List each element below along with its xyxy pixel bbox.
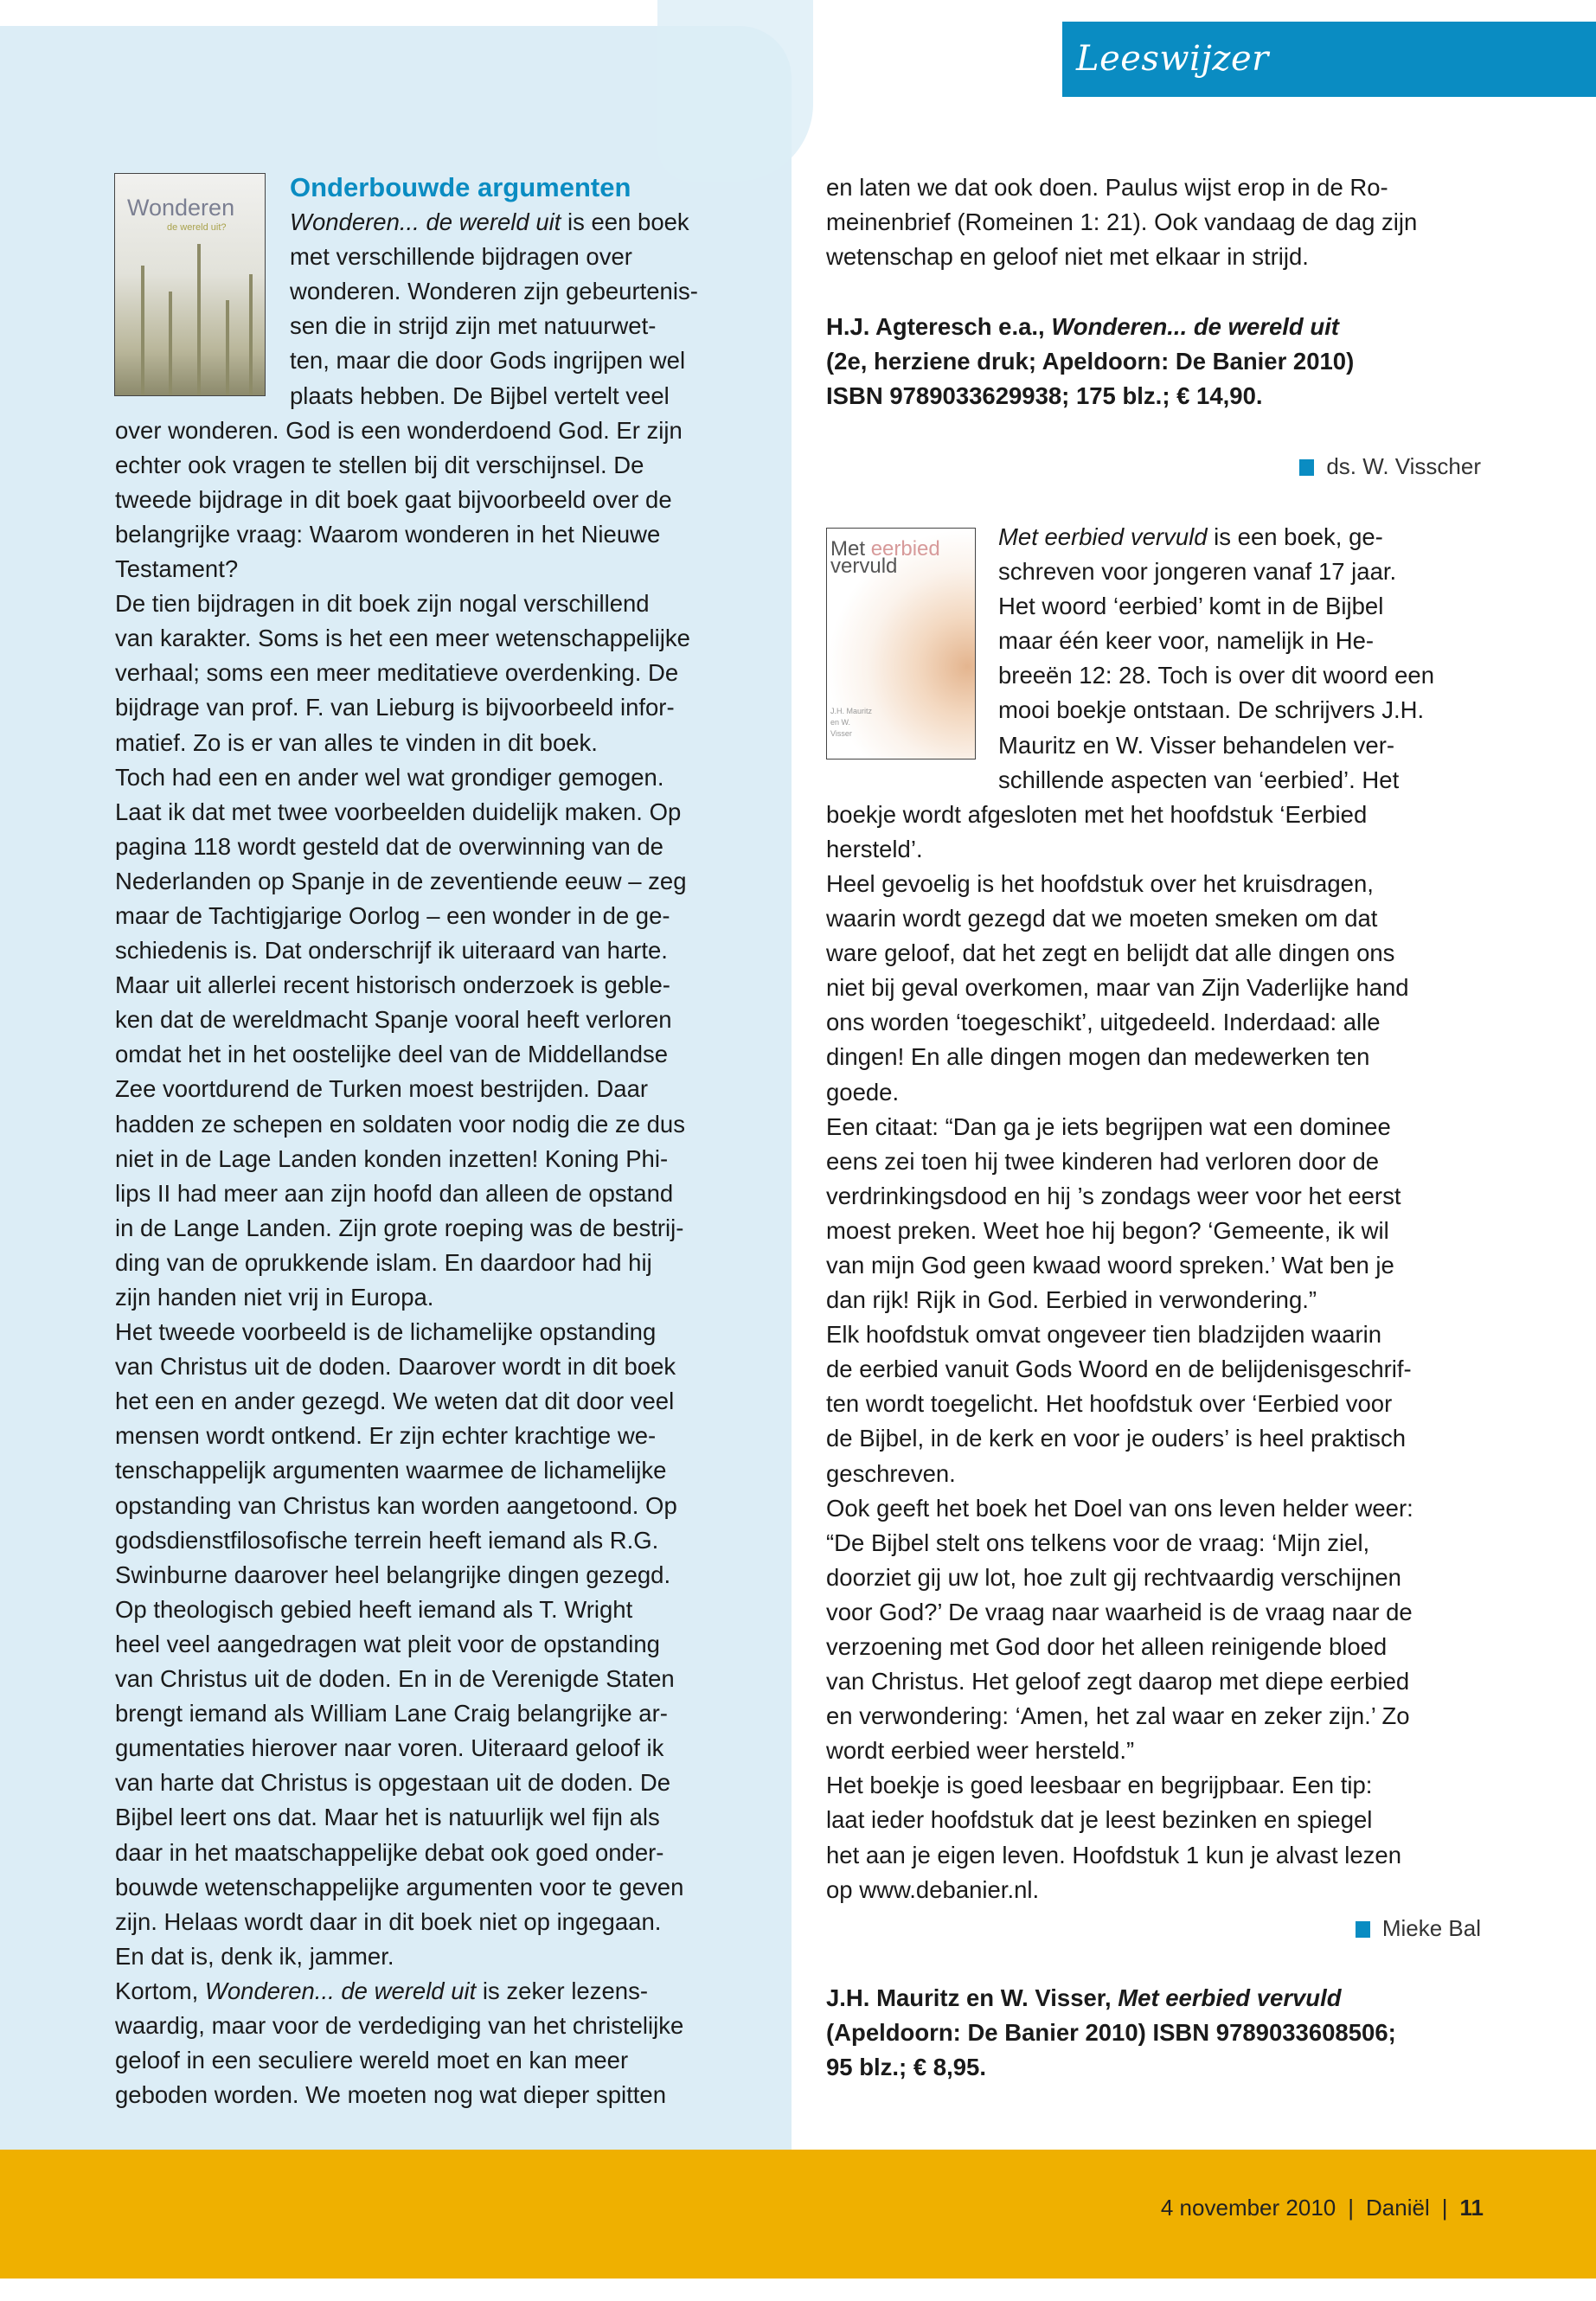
review1-intro — [115, 205, 698, 413]
text-line — [826, 1981, 1396, 2016]
text-line: Bijbel leert ons dat. Maar het is natuurlijk wel fijn als — [115, 1804, 660, 1831]
text-line: eens zei toen hij twee kinderen had verloren door de — [826, 1147, 1380, 1175]
text-line: De tien bijdragen in dit boek zijn nogal verschillend — [115, 590, 650, 618]
text-line: laat ieder hoofdstuk dat je leest bezinken en spiegel — [826, 1806, 1373, 1834]
separator: | — [1348, 2195, 1355, 2221]
text-line — [998, 520, 1434, 554]
text-span: Kortom, — [115, 1977, 205, 2004]
text-line: brengt iemand als William Lane Craig belangrijke ar- — [115, 1700, 668, 1727]
text-line: Zee voortdurend de Turken moest bestrijden. Daar — [115, 1075, 649, 1103]
text-line: hersteld’. — [826, 835, 923, 862]
section-banner — [1062, 22, 1596, 97]
text-line: plaats hebben. De Bijbel vertelt veel — [290, 381, 670, 409]
text-line: verhaal; soms een meer meditatieve overdenking. De — [115, 659, 679, 687]
text-line: ware geloof, dat het zegt en belijdt dat alle dingen ons — [826, 939, 1395, 967]
review1-author — [1299, 453, 1481, 480]
text-line: waarin wordt gezegd dat we moeten smeken om dat — [826, 905, 1378, 933]
text-line: Swinburne daarover heel belangrijke dingen gezegd. — [115, 1561, 671, 1588]
text-line: Maar uit allerlei recent historisch onderzoek is geble- — [115, 971, 670, 999]
text-span: is zeker lezens- — [476, 1977, 648, 2004]
book-title: Wonderen... de wereld uit — [1051, 313, 1339, 340]
text-line: verzoening met God door het alleen reinigende bloed — [826, 1633, 1388, 1660]
text-line: van harte dat Christus is opgestaan uit de doden. De — [115, 1769, 671, 1797]
text-line: echter ook vragen te stellen bij dit verschijnsel. De — [115, 451, 644, 478]
text-line: en laten we dat ook doen. Paulus wijst erop in de Ro- — [826, 174, 1388, 201]
page-footer — [0, 2150, 1596, 2279]
issue-date: 4 november 2010 — [1160, 2195, 1336, 2221]
footer-text — [1161, 2195, 1484, 2221]
text-line: maar de Tachtigjarige Oorlog – een wonder in de ge- — [115, 901, 670, 929]
text-line: Het woord ‘eerbied’ komt in de Bijbel — [998, 593, 1384, 620]
book-title: Met eerbied vervuld — [1118, 1984, 1342, 2011]
cover-title-part: eerbied — [870, 537, 940, 561]
text-line: tenschappelijk argumenten waarmee de lichamelijke — [115, 1457, 667, 1484]
text-line: Op theologisch gebied heeft iemand als T. Wright — [115, 1595, 633, 1623]
text-line: En dat is, denk ik, jammer. — [115, 1942, 394, 1970]
text-line: (Apeldoorn: De Banier 2010) ISBN 9789033608506; — [826, 2019, 1396, 2047]
text-line: Mauritz en W. Visser behandelen ver- — [998, 731, 1395, 759]
text-line: voor God?’ De vraag naar waarheid is de vraag naar de — [826, 1598, 1413, 1625]
text-line: van Christus uit de doden. Daarover wordt in dit boek — [115, 1353, 676, 1381]
text-line: van karakter. Soms is het een meer wetenschappelijke — [115, 625, 690, 652]
text-line: wonderen. Wonderen zijn gebeurtenis- — [290, 278, 698, 305]
text-line: schiedenis is. Dat onderschrijf ik uiteraard van harte. — [115, 937, 668, 965]
text-line: Toch had een en ander wel wat grondiger gemogen. — [115, 763, 664, 791]
cover-subtitle: de wereld uit? — [167, 222, 227, 233]
review1-heading: Onderbouwde argumenten — [290, 172, 631, 202]
text-line: “De Bijbel stelt ons telkens voor de vraag: ‘Mijn ziel, — [826, 1529, 1370, 1556]
book-title: Wonderen... de wereld uit — [290, 208, 561, 236]
text-line: ISBN 9789033629938; 175 blz.; € 14,90. — [826, 382, 1263, 410]
review1-body — [115, 413, 698, 2113]
separator: | — [1441, 2195, 1448, 2221]
text-line: (2e, herziene druk; Apeldoorn: De Banier 2010) — [826, 348, 1355, 375]
author-name: ds. W. Visscher — [1326, 453, 1481, 479]
text-line: Ook geeft het boek het Doel van ons leven helder weer: — [826, 1494, 1413, 1522]
text-line: doorziet gij uw lot, hoe zult gij rechtvaardig verschijnen — [826, 1563, 1401, 1591]
text-span: J.H. Mauritz en W. Visser, — [826, 1984, 1118, 2011]
text-span: is een boek — [561, 208, 689, 236]
text-line: opstanding van Christus kan worden aangetoond. Op — [115, 1491, 677, 1519]
cover-authors: J.H. Mauritz en W. Visser — [830, 707, 873, 738]
text-line: zijn handen niet vrij in Europa. — [115, 1284, 434, 1311]
text-line: de eerbied vanuit Gods Woord en de belijdenisgeschrif- — [826, 1356, 1412, 1383]
review1-bibliography — [826, 310, 1354, 413]
book-title: Wonderen... de wereld uit — [204, 1977, 477, 2004]
text-line: ding van de oprukkende islam. En daardoor had hij — [115, 1248, 652, 1276]
author-name: Mieke Bal — [1381, 1915, 1481, 1941]
section-title: Leeswijzer — [1076, 39, 1269, 79]
text-line: goede. — [826, 1078, 900, 1106]
book-title: Met eerbied vervuld — [998, 523, 1208, 550]
text-line: van Christus uit de doden. En in de Verenigde Staten — [115, 1665, 675, 1693]
review2-author — [1356, 1915, 1481, 1942]
text-line: niet bij geval overkomen, maar van Zijn Vaderlijke hand — [826, 974, 1409, 1002]
review2-body — [826, 798, 1434, 1907]
review1-continued — [826, 170, 1417, 274]
cover-title-part: vervuld — [830, 554, 898, 578]
text-line: tweede bijdrage in dit boek gaat bijvoorbeeld over de — [115, 485, 672, 513]
review2-bibliography — [826, 1981, 1396, 2085]
text-line — [115, 1974, 698, 2009]
magazine-name: Daniël — [1366, 2195, 1430, 2221]
text-line: mooi boekje ontstaan. De schrijvers J.H. — [998, 696, 1425, 724]
text-line: Elk hoofdstuk omvat ongeveer tien bladzijden waarin — [826, 1321, 1382, 1349]
text-line: het aan je eigen leven. Hoofdstuk 1 kun je alvast lezen — [826, 1841, 1402, 1868]
text-line: Nederlanden op Spanje in de zeventiende eeuw – zeg — [115, 867, 687, 894]
text-line: dingen! En alle dingen mogen dan medewerken ten — [826, 1043, 1370, 1071]
text-line: wordt eerbied weer hersteld.” — [826, 1737, 1135, 1765]
text-line: de Bijbel, in de kerk en voor je ouders’ is heel praktisch — [826, 1425, 1407, 1452]
text-line: van mijn God geen kwaad woord spreken.’ Wat ben je — [826, 1251, 1394, 1279]
cover-title: Wonderen — [127, 195, 235, 221]
text-line: niet in de Lage Landen konden inzetten! Koning Phi- — [115, 1144, 669, 1172]
page-number: 11 — [1459, 2195, 1484, 2221]
text-line: 95 blz.; € 8,95. — [826, 2054, 986, 2081]
text-line: Het tweede voorbeeld is de lichamelijke opstanding — [115, 1318, 657, 1346]
square-bullet-icon — [1299, 459, 1314, 476]
text-line: ten wordt toegelicht. Het hoofdstuk over ‘Eerbied voor — [826, 1390, 1393, 1418]
text-line: geboden worden. We moeten nog wat dieper spitten — [115, 2081, 666, 2109]
background-wash-splash — [657, 0, 813, 182]
text-line: daar in het maatschappelijke debat ook goed onder- — [115, 1838, 664, 1866]
square-bullet-icon — [1356, 1921, 1370, 1938]
text-line: heel veel aangedragen wat pleit voor de opstanding — [115, 1630, 660, 1657]
text-line: Laat ik dat met twee voorbeelden duidelijk maken. Op — [115, 798, 682, 825]
text-line: omdat het in het oostelijke deel van de Middellandse — [115, 1041, 669, 1068]
text-span: is een boek, ge- — [1207, 523, 1383, 550]
review2-column — [826, 520, 1434, 1907]
text-line: dan rijk! Rijk in God. Eerbied in verwondering.” — [826, 1286, 1317, 1314]
text-line: Testament? — [115, 555, 239, 583]
text-line: van Christus. Het geloof zegt daarop met diepe eerbied — [826, 1668, 1410, 1695]
text-line: waardig, maar voor de verdediging van het christelijke — [115, 2011, 684, 2039]
text-line: godsdienstfilosofische terrein heeft iemand als R.G. — [115, 1526, 659, 1554]
text-line: ons worden ‘toegeschikt’, uitgedeeld. Inderdaad: alle — [826, 1009, 1381, 1036]
text-line: wetenschap en geloof niet met elkaar in strijd. — [826, 243, 1309, 271]
text-line: breeën 12: 28. Toch is over dit woord een — [998, 662, 1434, 689]
text-line: in de Lange Landen. Zijn grote roeping was de bestrij- — [115, 1214, 684, 1241]
text-line: ken dat de wereldmacht Spanje vooral heeft verloren — [115, 1006, 672, 1034]
text-line: verdrinkingsdood en hij ’s zondags weer voor het eerst — [826, 1182, 1401, 1209]
text-line: schreven voor jongeren vanaf 17 jaar. — [998, 558, 1397, 586]
text-line: hadden ze schepen en soldaten voor nodig die ze dus — [115, 1110, 685, 1138]
text-line: op www.debanier.nl. — [826, 1875, 1040, 1903]
text-line: geschreven. — [826, 1459, 956, 1487]
text-line: over wonderen. God is een wonderdoend God. Er zijn — [115, 416, 683, 444]
text-line: bijdrage van prof. F. van Lieburg is bijvoorbeeld infor- — [115, 694, 675, 721]
text-line: Heel gevoelig is het hoofdstuk over het kruisdragen, — [826, 869, 1374, 897]
text-line: gumentaties hierover naar voren. Uiteraard geloof ik — [115, 1734, 664, 1762]
review1-column — [115, 170, 698, 2112]
text-line — [826, 310, 1354, 344]
text-line: maar één keer voor, namelijk in He- — [998, 627, 1375, 655]
text-line: Het boekje is goed leesbaar en begrijpbaar. Een tip: — [826, 1772, 1373, 1799]
text-line: met verschillende bijdragen over — [290, 243, 632, 271]
text-line: schillende aspecten van ‘eerbied’. Het — [998, 766, 1400, 793]
text-line: meinenbrief (Romeinen 1: 21). Ook vandaag de dag zijn — [826, 208, 1418, 236]
text-line: matief. Zo is er van alles te vinden in dit boek. — [115, 728, 598, 756]
text-line: pagina 118 wordt gesteld dat de overwinning van de — [115, 832, 663, 860]
text-line: ten, maar die door Gods ingrijpen wel — [290, 347, 686, 375]
text-line: het een en ander gezegd. We weten dat dit door veel — [115, 1388, 675, 1415]
text-span: H.J. Agteresch e.a., — [826, 313, 1052, 340]
text-line: belangrijke vraag: Waarom wonderen in het Nieuwe — [115, 520, 661, 548]
cover-title-part: Met — [830, 537, 866, 561]
text-line: zijn. Helaas wordt daar in dit boek niet op ingegaan. — [115, 1907, 662, 1935]
text-line: moest preken. Weet hoe hij begon? ‘Gemeente, ik wil — [826, 1216, 1389, 1244]
text-line: en verwondering: ‘Amen, het zal waar en zeker zijn.’ Zo — [826, 1702, 1410, 1730]
text-line — [290, 205, 698, 240]
text-line: Een citaat: “Dan ga je iets begrijpen wat een dominee — [826, 1112, 1391, 1140]
text-line: boekje wordt afgesloten met het hoofdstuk ‘Eerbied — [826, 800, 1368, 828]
review2-intro — [826, 520, 1434, 798]
text-line: geloof in een seculiere wereld moet en kan meer — [115, 2047, 629, 2074]
text-line: mensen wordt ontkend. Er zijn echter krachtige we- — [115, 1422, 657, 1450]
text-line: bouwde wetenschappelijke argumenten voor te geven — [115, 1873, 684, 1900]
text-line: lips II had meer aan zijn hoofd dan alleen de opstand — [115, 1179, 674, 1207]
text-line: sen die in strijd zijn met natuurwet- — [290, 312, 657, 340]
